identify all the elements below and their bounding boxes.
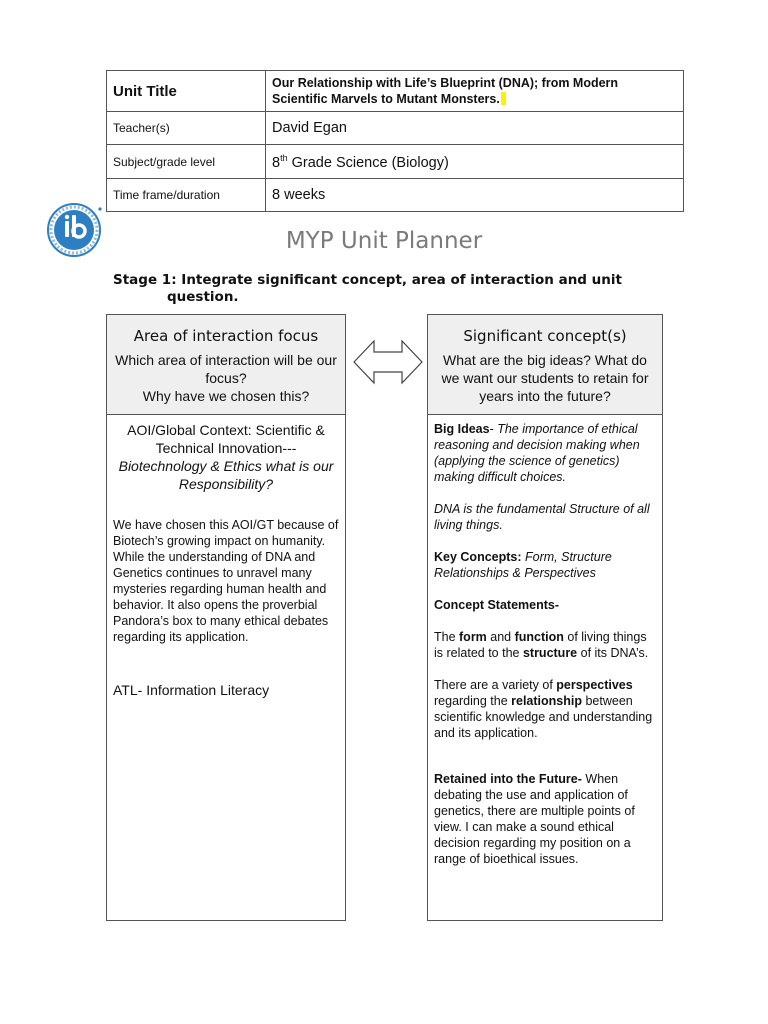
aoi-focus-body	[107, 415, 345, 699]
subject-label: Subject/grade level	[107, 145, 266, 179]
significant-concepts-header	[428, 315, 662, 415]
subject-text: Grade Science (Biology)	[287, 154, 449, 171]
double-arrow-icon	[352, 338, 424, 386]
grade-number: 8	[272, 154, 281, 171]
concept-statements-title: Concept Statements-	[434, 598, 560, 612]
timeframe-value: 8 weeks	[266, 179, 684, 212]
cs2-text-e: between scientific knowledge and understanding and its application.	[434, 694, 653, 740]
aoi-focus-heading: Area of interaction focus	[133, 327, 319, 345]
aoi-focus-question	[107, 351, 345, 405]
teacher-label: Teacher(s)	[107, 112, 266, 145]
unit-title-text: Our Relationship with Life’s Blueprint (DNA); from Modern Scientific Marvels to Mutant Monsters.	[272, 76, 619, 106]
big-ideas	[434, 421, 656, 485]
concept-statement-2	[434, 677, 656, 741]
cs2-text-a: There are a variety of	[434, 678, 557, 692]
retained-text: When debating the use and application of genetics, there are multiple points of view. I can make a sound ethical decision regarding my position on a range of bioethical issues.	[434, 772, 635, 866]
planner-title: MYP Unit Planner	[285, 228, 483, 254]
unit-title-value	[266, 71, 684, 112]
unit-title-label: Unit Title	[107, 71, 266, 112]
grade-suffix: th	[280, 152, 288, 163]
aoi-rationale: We have chosen this AOI/GT because of Biotech’s growing impact on humanity. While the understanding of DNA and Genetics continues to unravel many mysteries regarding human health and behavior. It also opens the proverbial Pandora’s box to many ethical debates regarding its application.	[113, 518, 339, 644]
concept-statements-label	[434, 597, 656, 613]
unit-info-table	[106, 70, 684, 212]
retained-future	[434, 771, 656, 867]
significant-concepts-question: What are the big ideas? What do we want our students to retain for years into the future?	[441, 352, 649, 404]
teacher-row	[107, 112, 684, 145]
timeframe-row	[107, 179, 684, 212]
cs1-text-a: The	[434, 630, 460, 644]
aoi-question-1: Which area of interaction will be our focus?	[115, 352, 337, 386]
unit-title-row	[107, 71, 684, 112]
subject-row	[107, 145, 684, 179]
key-concepts	[434, 549, 656, 581]
significant-concepts-heading: Significant concept(s)	[463, 327, 627, 345]
cs2-relationship: relationship	[511, 694, 582, 708]
text-cursor-highlight	[501, 92, 506, 105]
cs1-form: form	[459, 630, 487, 644]
aoi-focus-box	[106, 314, 346, 921]
aoi-context-focus: Biotechnology & Ethics what is our Responsibility?	[118, 458, 334, 492]
teacher-value: David Egan	[266, 112, 684, 145]
aoi-question-2: Why have we chosen this?	[142, 388, 310, 404]
cs1-function: function	[514, 630, 564, 644]
big-ideas-sep: -	[489, 422, 498, 436]
cs2-perspectives: perspectives	[556, 678, 633, 692]
big-ideas-label: Big Ideas	[434, 422, 490, 436]
cs1-structure: structure	[522, 646, 578, 660]
aoi-focus-header	[107, 315, 345, 415]
stage-heading-line1: Stage 1: Integrate significant concept, area of interaction and unit	[113, 272, 622, 288]
cs2-text-c: regarding the	[434, 694, 512, 708]
atl-skill: ATL- Information Literacy	[113, 682, 270, 698]
cs1-text-g: of its DNA’s.	[577, 646, 649, 660]
timeframe-label: Time frame/duration	[107, 179, 266, 212]
stage-heading	[113, 272, 673, 306]
aoi-context: AOI/Global Context: Scientific & Technical Innovation---	[127, 422, 325, 456]
dna-statement: DNA is the fundamental Structure of all living things.	[434, 502, 650, 532]
cs1-text-c: and	[486, 630, 515, 644]
significant-concepts-body	[428, 415, 662, 867]
subject-value	[266, 145, 684, 179]
key-concepts-text: Form, Structure Relationships & Perspectives	[434, 550, 612, 580]
significant-concepts-box	[427, 314, 663, 921]
stage-heading-line2: question.	[167, 289, 239, 305]
concept-statement-1	[434, 629, 656, 661]
big-ideas-text: The importance of ethical reasoning and decision making when (applying the science of genetics) making difficult choices.	[434, 422, 640, 484]
key-concepts-label: Key Concepts:	[434, 550, 522, 564]
retained-label: Retained into the Future-	[434, 772, 582, 786]
cs1-text-e: of living things is related to the	[434, 630, 647, 660]
